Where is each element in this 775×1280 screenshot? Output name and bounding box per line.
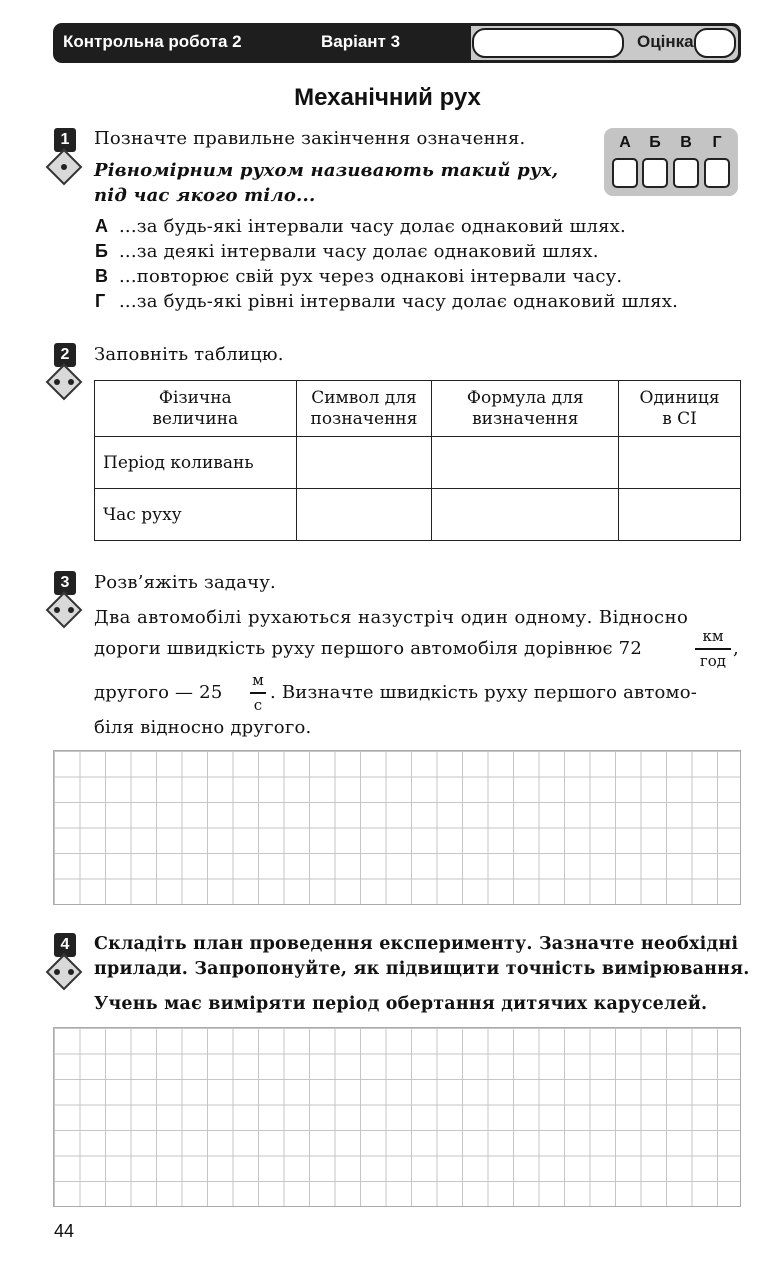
header-line: величина (152, 408, 239, 429)
answer-cell[interactable] (673, 158, 699, 188)
page-number: 44 (54, 1221, 75, 1241)
task1-definition-line2: під час якого тіло... (94, 185, 316, 206)
answer-letter: Г (712, 134, 722, 151)
fraction-denominator: год (699, 652, 727, 670)
dice-two-icon (46, 364, 83, 401)
grade-label: Оцінка (637, 32, 694, 51)
task3-comma: , (733, 638, 739, 659)
dice-two-icon (46, 592, 83, 629)
task1-definition-line1: Рівномірним рухом називають такий рух, (94, 160, 559, 181)
test-label: Контрольна робота 2 (63, 32, 242, 51)
row-label: Час руху (95, 489, 297, 541)
column-header (432, 381, 619, 437)
answer-cell[interactable] (612, 158, 638, 188)
dice-dot (54, 969, 60, 975)
header-line: позначення (310, 408, 418, 429)
task-number: 2 (54, 343, 76, 367)
column-header (95, 381, 297, 437)
header-line: Фізична (158, 387, 232, 408)
fraction-bar (250, 692, 266, 694)
task4-line2: прилади. Запропонуйте, як підвищити точність вимірювання. (94, 959, 750, 979)
task3-prompt: Розв’яжіть задачу. (94, 572, 276, 593)
table-cell[interactable] (296, 437, 432, 489)
task2-prompt: Заповніть таблицю. (94, 344, 284, 365)
table-cell[interactable] (619, 437, 741, 489)
task-badge-4 (44, 933, 84, 997)
task-number: 3 (54, 571, 76, 595)
column-header (619, 381, 741, 437)
task3-line2: дороги швидкість руху першого автомобіля дорівнює 72 (94, 638, 642, 659)
dice-dot (61, 164, 67, 170)
table-cell[interactable] (619, 489, 741, 541)
dice-dot (68, 379, 74, 385)
fraction-numerator: м (252, 671, 264, 689)
answer-letter: А (619, 134, 631, 151)
table-header-row (95, 381, 741, 437)
column-header (296, 381, 432, 437)
task3-line3-end: . Визначте швидкість руху першого автомо- (270, 682, 698, 703)
date-label: Дата (427, 32, 467, 51)
grade-field[interactable] (694, 28, 736, 58)
option-letter: Б (95, 241, 108, 261)
option-text: ...за будь-які рівні інтервали часу долає однаковий шлях. (119, 291, 679, 312)
header-line: в СІ (662, 408, 697, 429)
task-number: 4 (54, 933, 76, 957)
task-badge-3 (44, 571, 84, 635)
option-letter: В (95, 266, 108, 286)
table-cell[interactable] (432, 437, 619, 489)
task4-line1: Складіть план проведення експерименту. Зазначте необхідні (94, 934, 739, 954)
variant-label: Варіант 3 (321, 32, 401, 51)
task-badge-2 (44, 343, 84, 407)
task4-line3: Учень має виміряти період обертання дитячих каруселей. (94, 994, 708, 1014)
dice-dot (68, 607, 74, 613)
dice-dot (68, 969, 74, 975)
option-letter: А (95, 216, 108, 236)
answer-grid (604, 128, 738, 196)
page-title: Механічний рух (294, 84, 481, 111)
dice-dot (54, 379, 60, 385)
dice-two-icon (46, 954, 83, 991)
header-line: Символ для (311, 387, 417, 408)
header-line: Одиниця (639, 387, 720, 408)
table-row (95, 437, 741, 489)
dice-dot (54, 607, 60, 613)
table-cell[interactable] (296, 489, 432, 541)
task3-line3-start: другого — 25 (94, 682, 223, 703)
answer-cell[interactable] (704, 158, 730, 188)
option-text: ...повторює свій рух через однакові інтервали часу. (119, 266, 623, 287)
answer-letter: Б (649, 134, 661, 151)
date-field[interactable] (472, 28, 624, 58)
task-badge-1 (44, 128, 84, 192)
answer-grid-area[interactable] (53, 750, 741, 905)
row-label: Період коливань (95, 437, 297, 489)
option-letter: Г (95, 291, 106, 311)
header-line: Формула для (466, 387, 584, 408)
fraction-numerator: км (702, 627, 724, 645)
table-row (95, 489, 741, 541)
header-bar (53, 23, 741, 63)
table-cell[interactable] (432, 489, 619, 541)
option-text: ...за будь-які інтервали часу долає однаковий шлях. (119, 216, 626, 237)
physics-table (94, 380, 741, 541)
option-text: ...за деякі інтервали часу долає однаковий шлях. (119, 241, 599, 262)
task-number: 1 (54, 128, 76, 152)
header-line: визначення (472, 408, 579, 429)
answer-cell[interactable] (642, 158, 668, 188)
answer-letter: В (680, 134, 692, 151)
fraction-denominator: с (253, 696, 263, 714)
task1-prompt: Позначте правильне закінчення означення. (94, 128, 526, 149)
task3-line4: біля відносно другого. (94, 717, 312, 738)
fraction-bar (695, 648, 731, 650)
answer-grid-area[interactable] (53, 1027, 741, 1207)
task3-line1: Два автомобілі рухаються назустріч один одному. Відносно (94, 607, 689, 628)
